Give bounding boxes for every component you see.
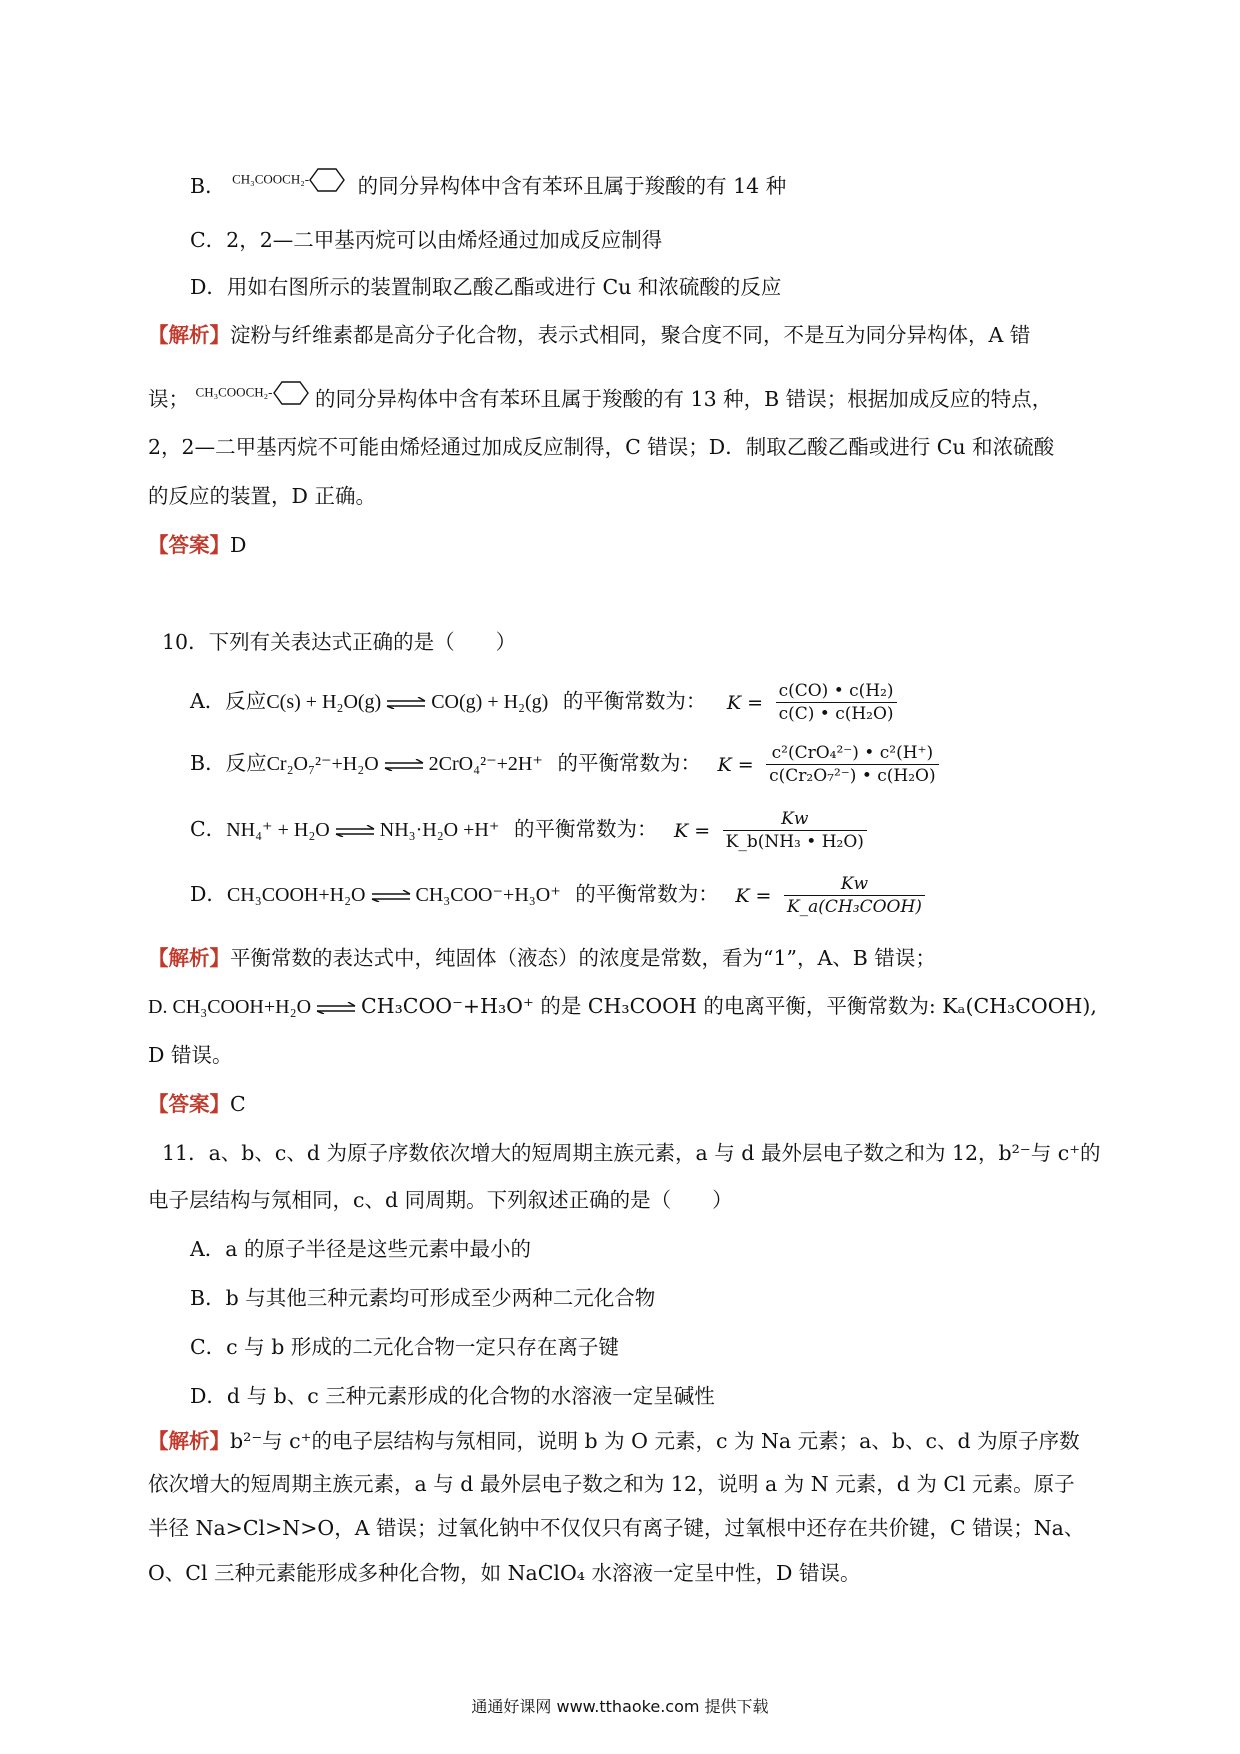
- q11-stem-line1: 11．a、b、c、d 为原子序数依次增大的短周期主族元素，a 与 d 最外层电子数之和为 12，b²⁻与 c⁺的: [162, 1141, 1101, 1165]
- q10-option-d: D．CH₃COOH+H₂O CH₃COO⁻+H₃O⁺ 的平衡常数为： K = $\frac{Kw}{\text{K\_a(CH₃COOH)}}$: [190, 873, 925, 918]
- benzene-ring-icon: [273, 378, 309, 408]
- q11-analysis-line3: 半径 Na>Cl>N>O，A 错误；过氧化钠中不仅仅只有离子键，过氧根中还存在共价键，C 错误；Na、: [148, 1516, 1085, 1540]
- q10-option-a: A．反应C(s) + H₂O(g) CO(g) + H₂(g) 的平衡常数为： K = $\frac{\text{c(CO) • c(H₂)}}{\text{c(C) • c(H₂O)}}$: [190, 680, 897, 725]
- page-footer: 通通好课网 www.tthaoke.com 提供下载: [471, 1697, 769, 1716]
- equilibrium-arrow-icon: [370, 890, 412, 902]
- benzyl-acetate-structure: CH₃COOCH₂-: [232, 165, 345, 195]
- q9-analysis-line1: 【解析】淀粉与纤维素都是高分子化合物，表示式相同，聚合度不同，不是互为同分异构体，A 错: [148, 323, 1031, 347]
- q9-option-c: C．2，2—二甲基丙烷可以由烯烃通过加成反应制得: [190, 228, 663, 252]
- q11-stem-line2: 电子层结构与氖相同，c、d 同周期。下列叙述正确的是（ ）: [148, 1188, 733, 1212]
- q10-answer: 【答案】C: [148, 1092, 246, 1116]
- benzene-ring-icon: [309, 165, 345, 195]
- q11-analysis-line2: 依次增大的短周期主族元素，a 与 d 最外层电子数之和为 12，说明 a 为 N 元素，d 为 Cl 元素。原子: [148, 1472, 1075, 1496]
- q11-option-d: D．d 与 b、c 三种元素形成的化合物的水溶液一定呈碱性: [190, 1384, 715, 1408]
- q10-analysis-line1: 【解析】平衡常数的表达式中，纯固体（液态）的浓度是常数，看为“1”，A、B 错误；: [148, 946, 936, 970]
- q10-option-c: C．NH₄⁺ + H₂O NH₃·H₂O +H⁺ 的平衡常数为： K = $\frac{Kw}{\text{K\_b(NH₃ • H₂O)}}$: [190, 808, 867, 853]
- equilibrium-arrow-icon: [383, 759, 425, 771]
- q9-analysis-line3: 2，2—二甲基丙烷不可能由烯烃通过加成反应制得，C 错误；D．制取乙酸乙酯或进行 Cu 和浓硫酸: [148, 435, 1055, 459]
- q11-option-b: B．b 与其他三种元素均可形成至少两种二元化合物: [190, 1286, 656, 1310]
- equilibrium-constant-fraction: $\frac{\text{c²(CrO₄²⁻) • c²(H⁺)}}{\text{c(Cr₂O₇²⁻) • c(H₂O)}}$: [766, 742, 938, 787]
- q9-analysis-line4: 的反应的装置，D 正确。: [148, 484, 376, 508]
- equilibrium-constant-fraction: $\frac{Kw}{\text{K\_b(NH₃ • H₂O)}}$: [723, 808, 867, 853]
- q9-option-b: B． CH₃COOCH₂- 的同分异构体中含有苯环且属于羧酸的有 14 种: [190, 172, 786, 203]
- equilibrium-constant-fraction: $\frac{\text{c(CO) • c(H₂)}}{\text{c(C) • c(H₂O)}}$: [776, 680, 897, 725]
- q10-option-b: B．反应Cr₂O₇²⁻+H₂O 2CrO₄²⁻+2H⁺ 的平衡常数为： K = $\frac{\text{c²(CrO₄²⁻) • c²(H⁺)}}{\text{c(Cr₂O₇²⁻) • c(H₂O)}}$: [190, 742, 939, 787]
- q9-option-d: D．用如右图所示的装置制取乙酸乙酯或进行 Cu 和浓硫酸的反应: [190, 275, 782, 299]
- q10-analysis-line3: D 错误。: [148, 1043, 233, 1067]
- q11-option-c: C．c 与 b 形成的二元化合物一定只存在离子键: [190, 1335, 619, 1359]
- equilibrium-arrow-icon: [334, 825, 376, 837]
- q11-analysis-line4: O、Cl 三种元素能形成多种化合物，如 NaClO₄ 水溶液一定呈中性，D 错误。: [148, 1561, 861, 1585]
- equilibrium-constant-fraction: $\frac{Kw}{\text{K\_a(CH₃COOH)}}$: [784, 873, 925, 918]
- q9-analysis-line2: 误； CH₃COOCH₂- 的同分异构体中含有苯环且属于羧酸的有 13 种，B 错误；根据加成反应的特点，: [148, 385, 1052, 416]
- q11-analysis-line1: 【解析】b²⁻与 c⁺的电子层结构与氖相同，说明 b 为 O 元素，c 为 Na 元素；a、b、c、d 为原子序数: [148, 1429, 1080, 1453]
- equilibrium-arrow-icon: [315, 1002, 357, 1014]
- q10-analysis-line2: D. CH₃COOH+H₂O CH₃COO⁻+H₃O⁺ 的是 CH₃COOH 的电离平衡，平衡常数为: Kₐ(CH₃COOH),: [148, 994, 1097, 1018]
- q11-option-a: A．a 的原子半径是这些元素中最小的: [190, 1237, 532, 1261]
- benzyl-acetate-structure: CH₃COOCH₂-: [196, 378, 309, 408]
- q9-answer: 【答案】D: [148, 533, 247, 557]
- equilibrium-arrow-icon: [385, 697, 427, 709]
- q10-stem: 10．下列有关表达式正确的是（ ）: [162, 630, 517, 654]
